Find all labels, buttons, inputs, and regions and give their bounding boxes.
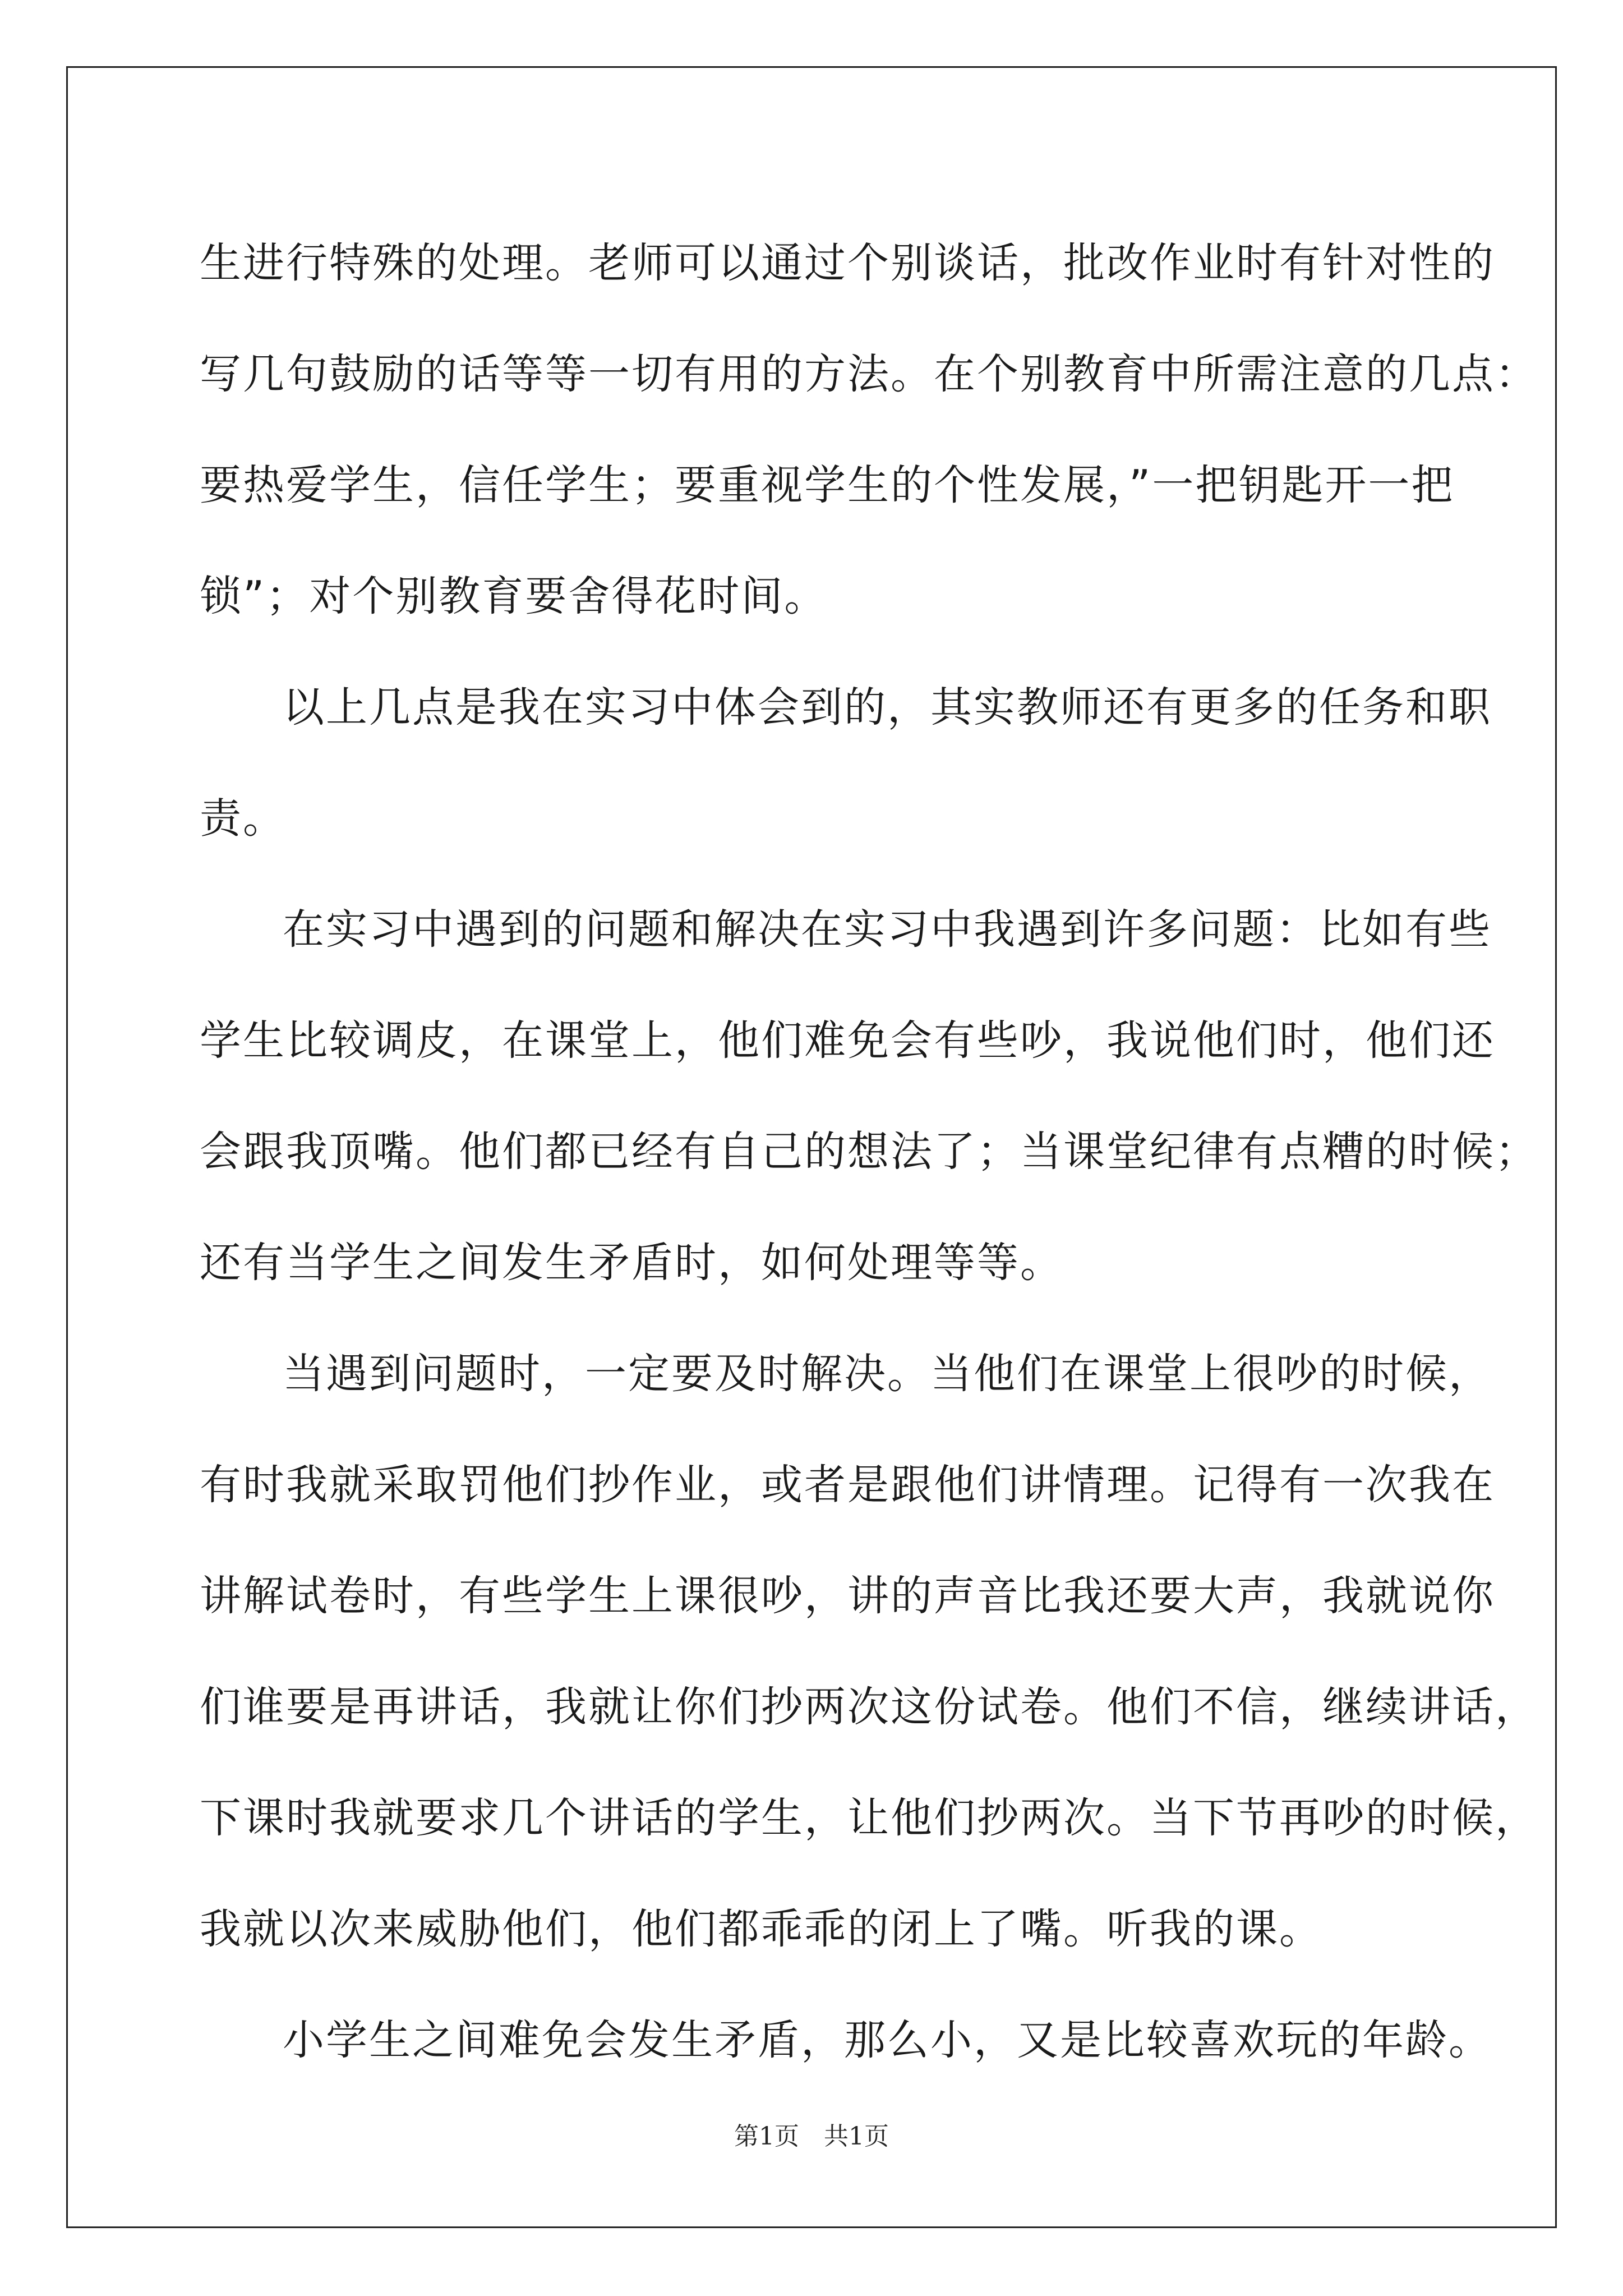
text-line: 锁”；对个别教育要舍得花时间。 — [200, 572, 828, 620]
text-line: 小学生之间难免会发生矛盾，那么小，又是比较喜欢玩的年龄。 — [283, 2016, 1492, 2064]
text-line: 要热爱学生，信任学生；要重视学生的个性发展，”一把钥匙开一把 — [200, 461, 1455, 509]
text-line: 责。 — [200, 794, 286, 843]
document-body — [200, 208, 1538, 2096]
text-line: 学生比较调皮，在课堂上，他们难免会有些吵，我说他们时，他们还 — [200, 1016, 1495, 1065]
text-line: 在实习中遇到的问题和解决在实习中我遇到许多问题：比如有些 — [283, 905, 1492, 954]
text-line: 写几句鼓励的话等等一切有用的方法。在个别教育中所需注意的几点： — [200, 350, 1538, 398]
text-line: 生进行特殊的处理。老师可以通过个别谈话，批改作业时有针对性的 — [200, 239, 1495, 287]
text-line: 我就以次来威胁他们，他们都乖乖的闭上了嘴。听我的课。 — [200, 1905, 1322, 1953]
text-line: 有时我就采取罚他们抄作业，或者是跟他们讲情理。记得有一次我在 — [200, 1461, 1495, 1509]
text-line: 下课时我就要求几个讲话的学生，让他们抄两次。当下节再吵的时候， — [200, 1794, 1538, 1842]
text-line: 讲解试卷时，有些学生上课很吵，讲的声音比我还要大声，我就说你 — [200, 1572, 1495, 1620]
text-line: 当遇到问题时，一定要及时解决。当他们在课堂上很吵的时候， — [283, 1350, 1492, 1398]
text-line: 还有当学生之间发生矛盾时，如何处理等等。 — [200, 1239, 1063, 1287]
text-line: 以上几点是我在实习中体会到的，其实教师还有更多的任务和职 — [283, 683, 1492, 731]
text-line: 们谁要是再讲话，我就让你们抄两次这份试卷。他们不信，继续讲话， — [200, 1683, 1538, 1731]
page-number-footer: 第1页 共1页 — [734, 2122, 889, 2151]
text-line: 会跟我顶嘴。他们都已经有自己的想法了；当课堂纪律有点糟的时候； — [200, 1128, 1538, 1176]
